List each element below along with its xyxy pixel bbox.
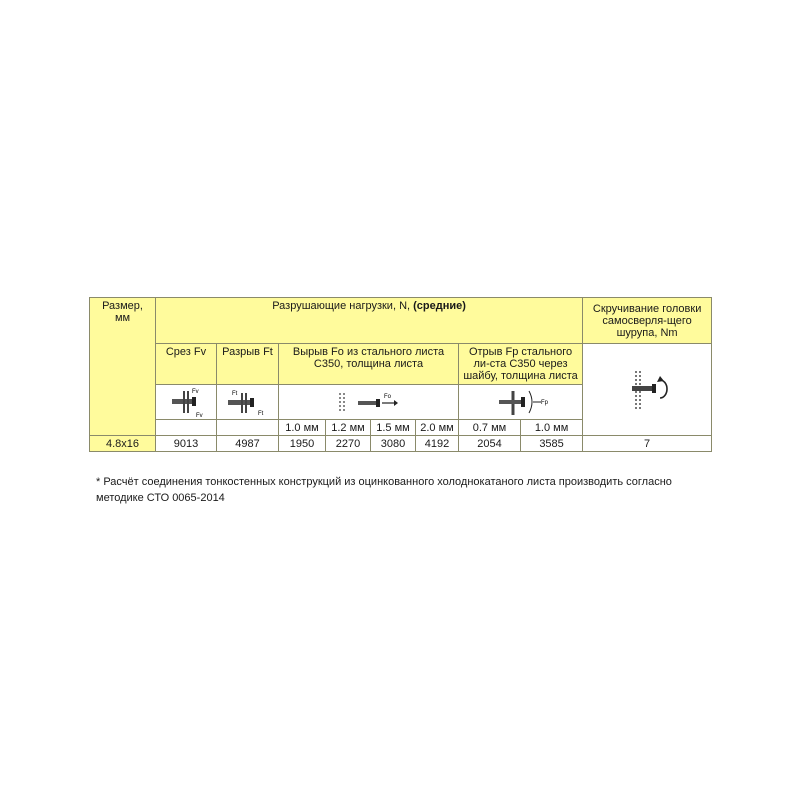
torque-header-label: Скручивание головки самосверля-щего шурупа, Nm	[592, 302, 702, 339]
row-shear: 9013	[156, 436, 217, 452]
loads-title-bold: (средние)	[413, 300, 466, 312]
pullover-diagram-icon	[491, 385, 551, 419]
shear-icon-label-bottom: Fv	[196, 413, 203, 419]
tension-diagram-icon	[220, 385, 276, 419]
pullout-thickness-3: 1.5 мм	[371, 420, 416, 436]
row-pullout-4: 4192	[416, 436, 459, 452]
shear-diagram-icon	[158, 385, 214, 419]
pullout-thickness-2: 1.2 мм	[326, 420, 371, 436]
loads-title-text: Разрушающие нагрузки, N,	[272, 300, 414, 312]
pullout-header	[279, 344, 459, 385]
pullover-icon-cell	[459, 385, 583, 420]
row-tension: 4987	[217, 436, 279, 452]
size-header	[90, 298, 156, 436]
row-pullout-3: 3080	[371, 436, 416, 452]
row-torque: 7	[583, 436, 712, 452]
row-pullover-2: 3585	[521, 436, 583, 452]
load-table	[89, 297, 712, 452]
pullout-thickness-4: 2.0 мм	[416, 420, 459, 436]
footnote-line-1: * Расчёт соединения тонкостенных конструкций из оцинкованного холоднокатаного листа производить согласно	[96, 476, 672, 488]
size-header-label: Размер, мм	[102, 300, 143, 324]
loads-title-header	[156, 298, 583, 344]
shear-icon-cell	[156, 385, 217, 420]
torque-icon-cell	[583, 344, 712, 436]
pullout-icon-cell	[279, 385, 459, 420]
footnote	[96, 474, 696, 506]
pullover-icon-label: Fp	[540, 400, 548, 406]
row-pullover-1: 2054	[459, 436, 521, 452]
shear-icon-label-top: Fv	[192, 389, 199, 395]
pullover-thickness-2: 1.0 мм	[521, 420, 583, 436]
tension-icon-label-bottom: Ft	[257, 411, 263, 417]
tension-thickness-empty	[217, 420, 279, 436]
tension-icon-cell	[217, 385, 279, 420]
torque-header	[583, 298, 712, 344]
pullout-header-label: Вырыв Fo из стального листа С350, толщина листа	[292, 346, 445, 370]
footnote-line-2: методике СТО 0065-2014	[96, 492, 225, 504]
pullout-icon-label: Fo	[383, 394, 391, 400]
pullover-thickness-1: 0.7 мм	[459, 420, 521, 436]
tension-header-label: Разрыв Ft	[222, 346, 273, 358]
shear-thickness-empty	[156, 420, 217, 436]
pullover-header	[459, 344, 583, 385]
row-size: 4.8x16	[90, 436, 156, 452]
torque-diagram-icon	[622, 367, 672, 413]
shear-header	[156, 344, 217, 385]
pullout-diagram-icon	[334, 385, 404, 419]
pullout-thickness-1: 1.0 мм	[279, 420, 326, 436]
table-row	[90, 436, 712, 452]
tension-icon-label-top: Ft	[231, 391, 237, 397]
row-pullout-2: 2270	[326, 436, 371, 452]
pullover-header-label: Отрыв Fp стального ли-ста С350 через шайбу, толщина листа	[463, 346, 578, 382]
shear-header-label: Срез Fv	[165, 346, 207, 358]
row-pullout-1: 1950	[279, 436, 326, 452]
tension-header	[217, 344, 279, 385]
